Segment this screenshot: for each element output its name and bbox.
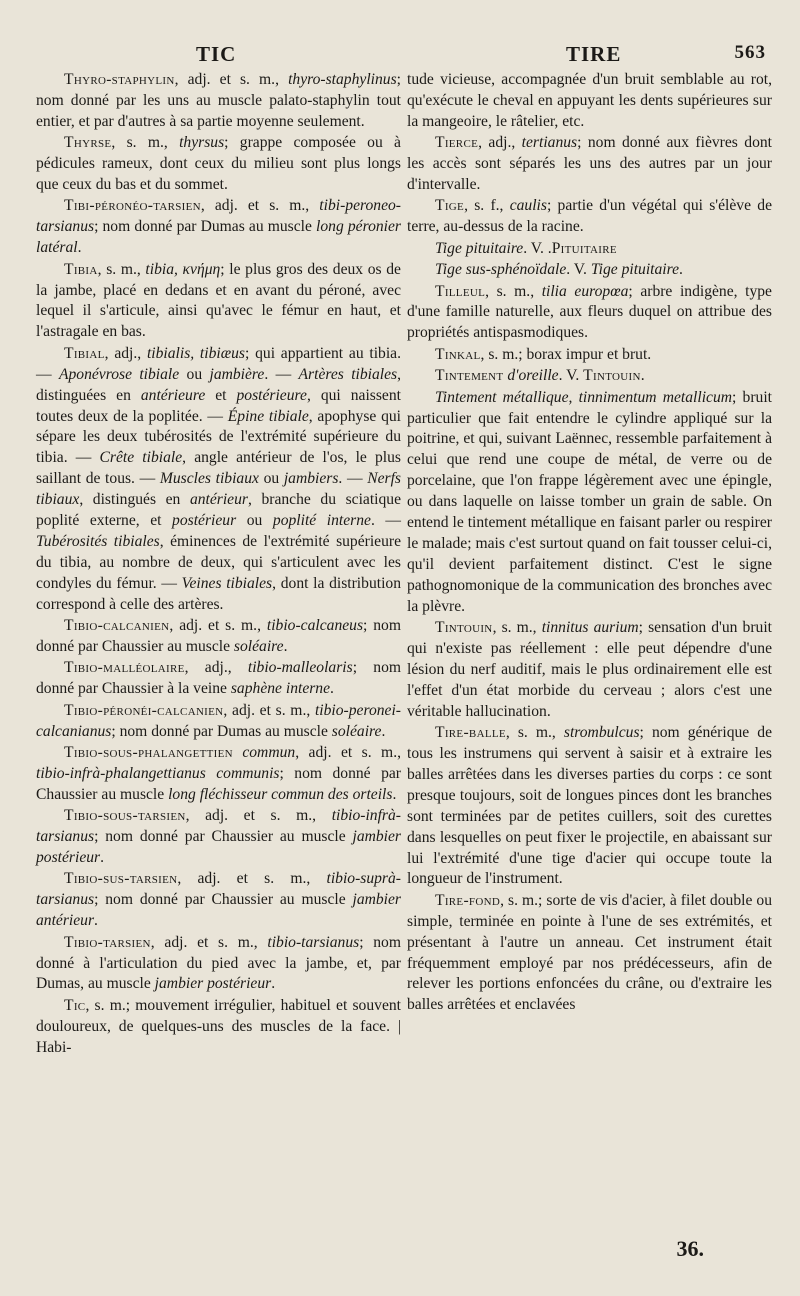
entry-text: . — bbox=[264, 365, 299, 383]
running-head bbox=[36, 38, 772, 68]
dictionary-entry bbox=[36, 743, 401, 806]
headword: Tige bbox=[435, 197, 465, 215]
entry-text: ; nom donné par Chaussier au muscle bbox=[94, 891, 353, 909]
italic-term: Tintement métallique, tinnimentum metallicum bbox=[435, 388, 733, 406]
entry-text: ou bbox=[258, 470, 284, 488]
italic-term: tibio-malleolaris bbox=[247, 659, 353, 677]
dictionary-entry bbox=[36, 260, 401, 344]
entry-text: . bbox=[283, 637, 288, 655]
dictionary-entry bbox=[407, 282, 772, 345]
dictionary-entry bbox=[407, 723, 772, 890]
entry-text: ; qui appartient au tibia. — bbox=[36, 344, 402, 383]
italic-term: Tige pituitaire bbox=[435, 239, 524, 257]
dictionary-entry bbox=[407, 70, 772, 133]
entry-text: ; nom donné par Chaussier au muscle bbox=[36, 764, 401, 803]
italic-term: Aponévrose tibiale bbox=[58, 365, 180, 383]
entry-text: , adj. et s. m., bbox=[185, 807, 332, 825]
italic-term: tibio-infrà-phalangettianus communis bbox=[36, 764, 280, 782]
headword: Tibio-calcanien bbox=[64, 617, 170, 635]
entry-text: , s. m.; sorte de vis d'acier, à filet double ou simple, terminée en pointe à l'une de ses extrémités, et présentant à l'autre un anneau. Cet instrument était fréquemment employé par nos prédécesseurs, afin de relever les portions enfoncées du crâne, ou d'extraire les balles arrêtées et enclavées bbox=[407, 891, 772, 1014]
italic-term: tibio-peronei-calcanianus bbox=[36, 701, 401, 740]
entry-text: ; nom donné par les uns au muscle palato-staphylin tout entier, et par d'autres à sa partie moyenne seulement. bbox=[36, 71, 401, 130]
italic-term: Artères tibiales bbox=[298, 365, 398, 383]
entry-text: ; nom donné à l'articulation du pied avec la jambe, et, par Dumas, au muscle bbox=[36, 933, 401, 993]
italic-term: antérieure bbox=[140, 386, 206, 404]
entry-text: . bbox=[679, 261, 683, 279]
headword: Tinkal bbox=[435, 345, 481, 363]
italic-term: jambier antérieur bbox=[36, 891, 401, 930]
right-column bbox=[407, 70, 772, 1059]
headword: Tierce bbox=[435, 134, 479, 152]
entry-text: , adj. et s. m., bbox=[174, 71, 289, 88]
entry-text: et bbox=[205, 386, 237, 404]
italic-term: tibia, κνήμη bbox=[145, 260, 221, 278]
italic-term: tilia europœa bbox=[541, 282, 629, 300]
entry-text: ; grappe composée ou à pédicules rameux, dont ceux du milieu sont plus longs que ceux du bas et du sommet. bbox=[36, 134, 401, 194]
entry-text: , s. m.; borax impur et brut. bbox=[480, 345, 652, 363]
italic-term: Muscles tibiaux bbox=[159, 470, 259, 488]
entry-text: , adj. et s. m., bbox=[150, 933, 268, 951]
dictionary-entry bbox=[36, 869, 401, 932]
dictionary-entry bbox=[36, 701, 401, 743]
dictionary-entry bbox=[36, 70, 401, 133]
italic-term: caulis bbox=[509, 197, 547, 215]
entry-text: ; nom donné par Dumas au muscle bbox=[94, 218, 317, 236]
italic-term: thyrsus bbox=[179, 134, 225, 152]
italic-term: long fléchisseur commun des orteils bbox=[168, 785, 393, 803]
headword: Tibi-péronéo-tarsien bbox=[64, 197, 201, 215]
entry-text: . bbox=[330, 680, 334, 698]
entry-text: . — bbox=[370, 512, 401, 530]
entry-text: , adj., bbox=[478, 134, 522, 152]
italic-term: tibialis, tibiæus bbox=[146, 344, 245, 362]
text-columns bbox=[36, 70, 772, 1059]
entry-text: ; nom donné par Chaussier au muscle bbox=[36, 617, 401, 655]
entry-text: , angle antérieur de l'os, le plus saillant de tous. — bbox=[36, 449, 401, 488]
entry-text: , adj., bbox=[104, 344, 147, 362]
entry-text: , adj. et s. m., bbox=[200, 197, 320, 215]
italic-term: jambiers bbox=[283, 470, 339, 488]
entry-text: ; bruit particulier que fait entendre le cylindre appliqué sur la poitrine, et qui, suivant Laënnec, ressemble parfaitement à celui que rend une coupe de métal, de verre ou de porcelaine, que l'on frappe légèrement avec une épingle, ou dans laquelle on laisse tomber un grain de sable. On entend le tintement métallique en faisant parler ou respirer le malade; mais c'est surtout quand on fait tousser celui-ci, qu'il devient parfaitement distinct. C'est le signe pathognomonique de la communication des bronches avec la plèvre. bbox=[407, 388, 772, 615]
dictionary-entry bbox=[36, 196, 401, 259]
italic-term: soléaire bbox=[233, 637, 284, 655]
dictionary-entry bbox=[407, 388, 772, 618]
entry-text: , s. m., bbox=[492, 619, 542, 637]
dictionary-entry bbox=[407, 239, 772, 260]
dictionary-entry bbox=[36, 933, 401, 996]
italic-term: long péronier latéral bbox=[36, 218, 401, 257]
italic-term: strombulcus bbox=[563, 724, 640, 742]
italic-term: Tige sus-sphénoïdale bbox=[435, 261, 567, 279]
italic-term: jambière bbox=[209, 365, 265, 383]
entry-text: . bbox=[640, 367, 645, 385]
italic-term: tibio-infrà-tarsianus bbox=[36, 807, 401, 846]
entry-text: tude vicieuse, accompagnée d'un bruit semblable au rot, qu'exécute le cheval en appuyant les dents supérieures sur la mangeoire, le râtelier, etc. bbox=[407, 71, 772, 130]
italic-term: Nerfs tibiaux bbox=[36, 470, 401, 509]
entry-text: ; sensation d'un bruit qui n'existe pas réellement : elle peut dépendre d'une lésion du nerf auditif, mais le plus ordinairement elle est l'effet d'un état morbide du cerveau ; alors c'est une véritable hallucination. bbox=[407, 619, 772, 720]
headword: Tintouin bbox=[583, 367, 641, 385]
italic-term: Tubérosités tibiales bbox=[36, 532, 160, 550]
entry-text: , branche du sciatique poplité externe, et bbox=[36, 491, 401, 530]
italic-term: tibio-tarsianus bbox=[267, 933, 360, 951]
italic-term: d'oreille bbox=[507, 367, 559, 385]
entry-text: ou bbox=[236, 512, 273, 530]
entry-text: , s. m., bbox=[485, 282, 542, 300]
entry-text: , s. m.; mouvement irrégulier, habituel et souvent douloureux, de quelques-uns des muscles de la face. | Habi- bbox=[36, 996, 401, 1056]
italic-term: Crête tibiale bbox=[99, 449, 183, 467]
entry-text: , s. m., bbox=[97, 260, 146, 278]
headword: Pituitaire bbox=[551, 239, 617, 257]
headword: Tintement bbox=[435, 367, 504, 385]
entry-text: , adj. et s. m., bbox=[223, 701, 315, 719]
entry-text: , éminences de l'extrémité supérieure du tibia, au nombre de deux, qui s'articulent avec les condyles du fémur. — bbox=[36, 532, 402, 592]
left-column bbox=[36, 70, 401, 1059]
italic-term: tibio-suprà-tarsianus bbox=[36, 870, 401, 909]
entry-text: , qui naissent toutes deux de la poplitée. — bbox=[36, 386, 401, 425]
entry-text: . bbox=[381, 722, 386, 740]
entry-text: ou bbox=[179, 365, 210, 383]
headword: Tibial bbox=[64, 344, 105, 362]
italic-term: tinnitus aurium bbox=[541, 619, 639, 637]
entry-text: , adj., bbox=[184, 659, 248, 677]
italic-term: antérieur bbox=[189, 491, 248, 509]
headword: Thyro-staphylin bbox=[64, 71, 175, 88]
italic-term: jambier postérieur bbox=[154, 975, 272, 993]
header-left-word: TIC bbox=[196, 42, 237, 66]
headword: Tintouin bbox=[435, 619, 493, 637]
dictionary-entry bbox=[36, 616, 401, 658]
entry-text: , adj. et s. m., bbox=[295, 744, 401, 761]
italic-term: thyro-staphylinus bbox=[288, 71, 397, 88]
italic-term: tibi-peroneo-tarsianus bbox=[36, 197, 401, 236]
dictionary-entry bbox=[36, 133, 401, 196]
headword: Tibio-malléolaire bbox=[64, 659, 185, 677]
headword: Tilleul bbox=[435, 282, 486, 300]
dictionary-entry bbox=[407, 345, 772, 366]
italic-term: Veines tibiales bbox=[181, 574, 273, 592]
italic-term: tibio-calcaneus bbox=[266, 617, 364, 635]
entry-text: . bbox=[392, 785, 397, 803]
dictionary-entry bbox=[407, 366, 772, 387]
italic-term: commun bbox=[242, 744, 296, 761]
headword: Tibio-sous-phalangettien bbox=[64, 744, 233, 761]
entry-text: , s. m., bbox=[111, 134, 180, 152]
headword: Tibio-péronéi-calcanien bbox=[64, 701, 224, 719]
italic-term: postérieur bbox=[172, 512, 237, 530]
dictionary-entry bbox=[407, 260, 772, 281]
italic-term: Épine tibiale bbox=[227, 407, 309, 425]
headword: Thyrse bbox=[64, 134, 112, 152]
page-number: 563 bbox=[734, 42, 766, 63]
entry-text: ; nom donné aux fièvres dont les accès sont séparés les uns des autres par un jour d'intervalle. bbox=[407, 134, 772, 194]
headword: Tibio-sus-tarsien bbox=[64, 870, 178, 888]
entry-text: , s. m., bbox=[505, 724, 564, 742]
entry-text: . bbox=[271, 975, 276, 993]
entry-text: . V. bbox=[523, 239, 548, 257]
entry-text: , apophyse qui sépare les deux tubérosités de l'extrémité supérieure du tibia. — bbox=[36, 407, 401, 467]
dictionary-entry bbox=[407, 196, 772, 238]
entry-text: ; nom donné par Chaussier à la veine bbox=[36, 659, 401, 698]
italic-term: tertianus bbox=[521, 134, 578, 152]
entry-text: ; nom générique de tous les instrumens qui servent à saisir et à extraire les balles arrêtées dans les diverses parties du corps : ce sont presque toujours, soit de longues pinces dont les branches sont terminées par de petites cuillers, soit des curettes dans lesquelles on peut fixer le projectile, en abaissant sur lui l'extrémité d'une tige d'acier qui occupe toute la longueur de l'instrument. bbox=[407, 724, 772, 888]
italic-term: postérieure bbox=[236, 386, 307, 404]
entry-text: ; nom donné par Chaussier au muscle bbox=[94, 828, 353, 846]
dictionary-entry bbox=[36, 996, 401, 1059]
dictionary-entry bbox=[36, 658, 401, 700]
signature-mark: 36. bbox=[676, 1236, 704, 1261]
headword: Tibio-tarsien bbox=[64, 933, 151, 951]
entry-text bbox=[233, 744, 242, 761]
header-right-word: TIRE bbox=[566, 42, 622, 66]
italic-term: saphène interne bbox=[230, 680, 331, 698]
headword: Tibio-sous-tarsien bbox=[64, 807, 186, 825]
entry-text: ; partie d'un végétal qui s'élève de terre, au-dessus de la racine. bbox=[407, 197, 772, 236]
italic-term: poplité interne bbox=[272, 512, 371, 530]
entry-text: , dont la distribution correspond à celle des artères. bbox=[36, 574, 401, 613]
entry-text: , adj. et s. m., bbox=[177, 870, 327, 888]
headword: Tibia bbox=[64, 260, 98, 278]
dictionary-entry bbox=[36, 344, 401, 616]
dictionary-entry bbox=[36, 806, 401, 869]
headword: Tire-balle bbox=[435, 724, 506, 742]
dictionary-entry bbox=[407, 133, 772, 196]
entry-text: . — bbox=[338, 470, 368, 488]
dictionary-entry bbox=[407, 618, 772, 723]
headword: Tic bbox=[64, 996, 86, 1014]
entry-text: , distinguées en bbox=[36, 365, 402, 404]
headword: Tire-fond bbox=[435, 891, 501, 909]
entry-text: ; nom donné par Dumas au muscle bbox=[111, 722, 332, 740]
entry-text: , distingués en bbox=[79, 491, 190, 509]
entry-text: . bbox=[100, 849, 105, 867]
entry-text: . V. bbox=[566, 261, 591, 279]
italic-term: soléaire bbox=[331, 722, 382, 740]
italic-term: Tige pituitaire bbox=[590, 261, 680, 279]
entry-text: , adj. et s. m., bbox=[169, 617, 267, 635]
entry-text: ; le plus gros des deux os de la jambe, placé en dedans et en avant du péroné, avec lequel il s'articule, ainsi qu'avec le fémur en haut, et l'astragale en bas. bbox=[36, 260, 401, 341]
entry-text: ; arbre indigène, type d'une famille naturelle, aux fleurs duquel on attribue des propriétés antispasmodiques. bbox=[407, 282, 772, 342]
dictionary-entry bbox=[407, 891, 772, 1016]
entry-text: . bbox=[547, 239, 552, 257]
italic-term: jambier postérieur bbox=[36, 828, 401, 867]
entry-text: . bbox=[77, 239, 82, 257]
entry-text: . bbox=[94, 912, 98, 930]
entry-text: . V. bbox=[558, 367, 584, 385]
entry-text: , s. f., bbox=[464, 197, 510, 215]
